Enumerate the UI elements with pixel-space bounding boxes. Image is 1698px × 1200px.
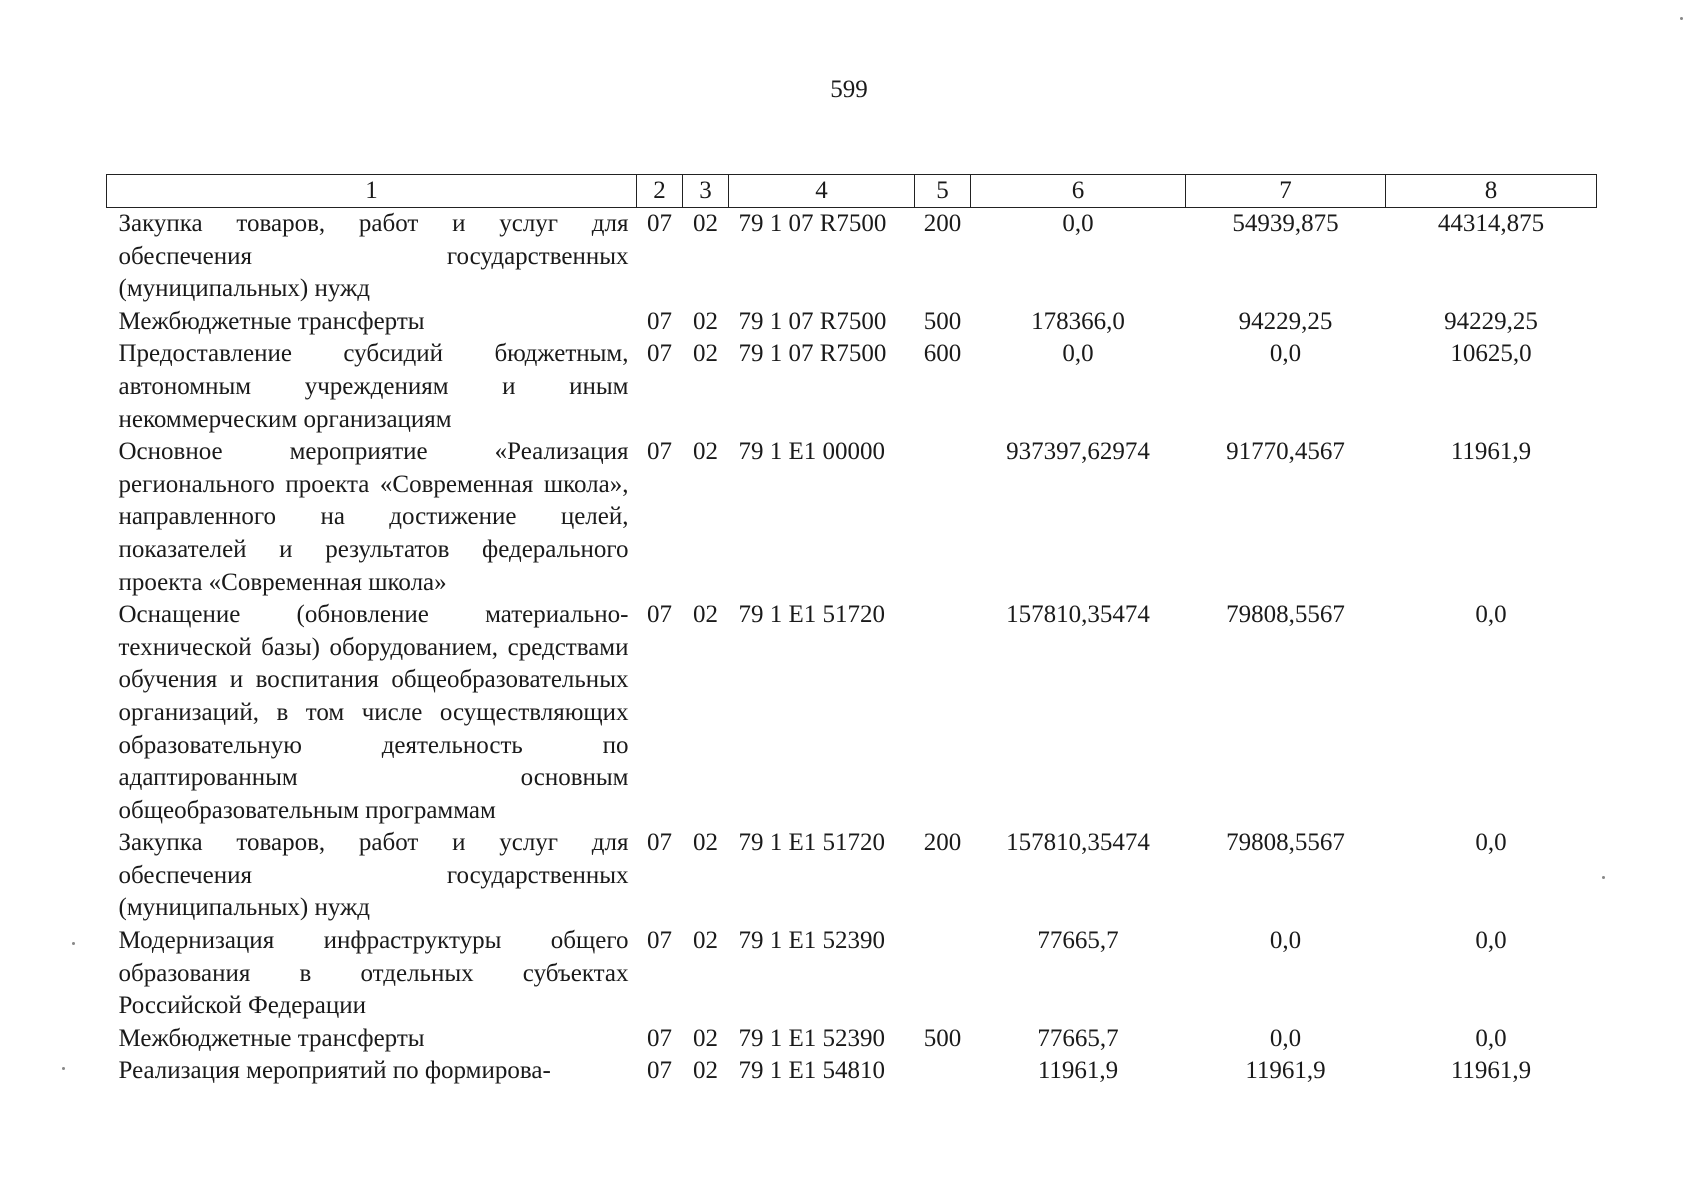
row-name: Реализация мероприятий по формирова- — [118, 1057, 551, 1085]
row-name: Закупка товаров, работ и услуг для обеспечения государственных (муниципальных) нужд — [118, 829, 629, 922]
row-expense-type — [915, 599, 971, 827]
row-section: 07 — [647, 340, 672, 368]
header-col-7: 7 — [1186, 175, 1386, 208]
row-subsection: 02 — [693, 927, 718, 955]
header-col-2: 2 — [637, 175, 683, 208]
row-expense-type: 500 — [923, 307, 962, 335]
row-expense-type: 200 — [923, 210, 962, 237]
row-name: Предоставление субсидий бюджетным, автономным учреждениям и иным некоммерческим организациям — [118, 340, 629, 433]
row-value-7: 91770,4567 — [1226, 438, 1345, 466]
header-col-5: 5 — [915, 175, 971, 208]
row-target-article: 79 1 07 R7500 — [738, 340, 887, 368]
row-target-article: 79 1 E1 51720 — [738, 601, 886, 629]
row-expense-type — [915, 925, 971, 1023]
page-number: 599 — [830, 76, 868, 103]
row-section: 07 — [647, 1024, 672, 1052]
row-value-6: 937397,62974 — [1006, 438, 1150, 466]
table-row — [107, 306, 1597, 339]
table-header — [107, 175, 1597, 208]
row-name: Основное мероприятие «Реализация регионального проекта «Современная школа», направленного на достижение целей, показателей и результатов федерального проекта «Современная школа» — [118, 438, 629, 596]
row-value-7: 94229,25 — [1238, 307, 1333, 335]
row-value-8: 10625,0 — [1450, 340, 1532, 368]
row-subsection: 02 — [693, 1057, 718, 1085]
row-name: Оснащение (обновление материально-технической базы) оборудованием, средствами обучения и воспитания общеобразовательных организаций, в том числе осуществляющих образовательную деятельность по адаптированным основным общеобразовательным программам — [118, 601, 629, 824]
row-section: 07 — [647, 307, 672, 335]
row-subsection: 02 — [693, 829, 718, 857]
row-subsection: 02 — [693, 210, 718, 237]
row-value-6: 157810,35474 — [1006, 829, 1150, 857]
row-name: Межбюджетные трансферты — [118, 1024, 425, 1052]
scan-speck — [1680, 17, 1683, 20]
row-section: 07 — [647, 1057, 672, 1085]
scan-speck — [62, 1067, 65, 1070]
row-name: Модернизация инфраструктуры общего образования в отдельных субъектах Российской Федерации — [118, 927, 629, 1020]
row-subsection: 02 — [693, 1024, 718, 1052]
row-target-article: 79 1 E1 51720 — [738, 829, 886, 857]
row-section: 07 — [647, 927, 672, 955]
table-row — [107, 1023, 1597, 1056]
row-value-6: 77665,7 — [1037, 1024, 1119, 1052]
row-value-7: 79808,5567 — [1226, 601, 1345, 629]
budget-table — [106, 174, 1597, 1088]
row-section: 07 — [647, 829, 672, 857]
header-col-6: 6 — [971, 175, 1186, 208]
row-section: 07 — [647, 210, 672, 237]
row-value-6: 0,0 — [1062, 210, 1094, 237]
row-expense-type: 600 — [923, 340, 962, 368]
scan-speck — [72, 942, 75, 945]
table-row — [107, 925, 1597, 1023]
table-row — [107, 1055, 1597, 1088]
row-value-7: 54939,875 — [1232, 210, 1339, 237]
table-body — [107, 208, 1597, 1089]
row-subsection: 02 — [693, 601, 718, 629]
row-value-6: 77665,7 — [1037, 927, 1119, 955]
row-value-6: 178366,0 — [1031, 307, 1125, 335]
row-target-article: 79 1 07 R7500 — [738, 210, 887, 237]
header-row — [107, 175, 1597, 208]
row-value-7: 79808,5567 — [1226, 829, 1345, 857]
row-expense-type: 200 — [923, 829, 962, 857]
row-value-7: 11961,9 — [1245, 1057, 1326, 1085]
header-col-1: 1 — [107, 175, 637, 208]
row-expense-type: 500 — [923, 1024, 962, 1052]
row-target-article: 79 1 E1 52390 — [738, 1024, 886, 1052]
row-value-7: 0,0 — [1269, 1024, 1302, 1052]
row-value-8: 11961,9 — [1450, 438, 1532, 466]
row-expense-type — [915, 1055, 971, 1088]
row-subsection: 02 — [693, 307, 718, 335]
row-value-7: 0,0 — [1269, 927, 1302, 955]
row-section: 07 — [647, 438, 672, 466]
row-value-7: 0,0 — [1269, 340, 1302, 368]
row-section: 07 — [647, 601, 672, 629]
row-value-6: 0,0 — [1062, 340, 1094, 368]
row-value-8: 11961,9 — [1450, 1057, 1532, 1085]
table-row — [107, 338, 1597, 436]
table-row — [107, 599, 1597, 827]
scan-speck — [1602, 876, 1605, 879]
row-value-8: 0,0 — [1475, 1024, 1507, 1052]
row-target-article: 79 1 07 R7500 — [738, 307, 887, 335]
row-target-article: 79 1 E1 00000 — [738, 438, 886, 466]
row-value-8: 44314,875 — [1437, 210, 1545, 237]
row-subsection: 02 — [693, 438, 718, 466]
row-expense-type — [915, 436, 971, 599]
header-col-8: 8 — [1386, 175, 1597, 208]
row-name: Закупка товаров, работ и услуг для обеспечения государственных (муниципальных) нужд — [118, 210, 629, 303]
row-value-8: 94229,25 — [1444, 307, 1538, 335]
row-value-8: 0,0 — [1475, 601, 1507, 629]
table-row — [107, 208, 1597, 306]
row-value-6: 157810,35474 — [1006, 601, 1150, 629]
row-name: Межбюджетные трансферты — [118, 307, 425, 335]
header-col-4: 4 — [729, 175, 915, 208]
table-row — [107, 436, 1597, 599]
row-target-article: 79 1 E1 52390 — [738, 927, 886, 955]
row-value-8: 0,0 — [1475, 927, 1507, 955]
row-value-6: 11961,9 — [1037, 1057, 1119, 1085]
row-target-article: 79 1 E1 54810 — [738, 1057, 886, 1085]
row-value-8: 0,0 — [1475, 829, 1507, 857]
row-subsection: 02 — [693, 340, 718, 368]
table-row — [107, 827, 1597, 925]
header-col-3: 3 — [683, 175, 729, 208]
